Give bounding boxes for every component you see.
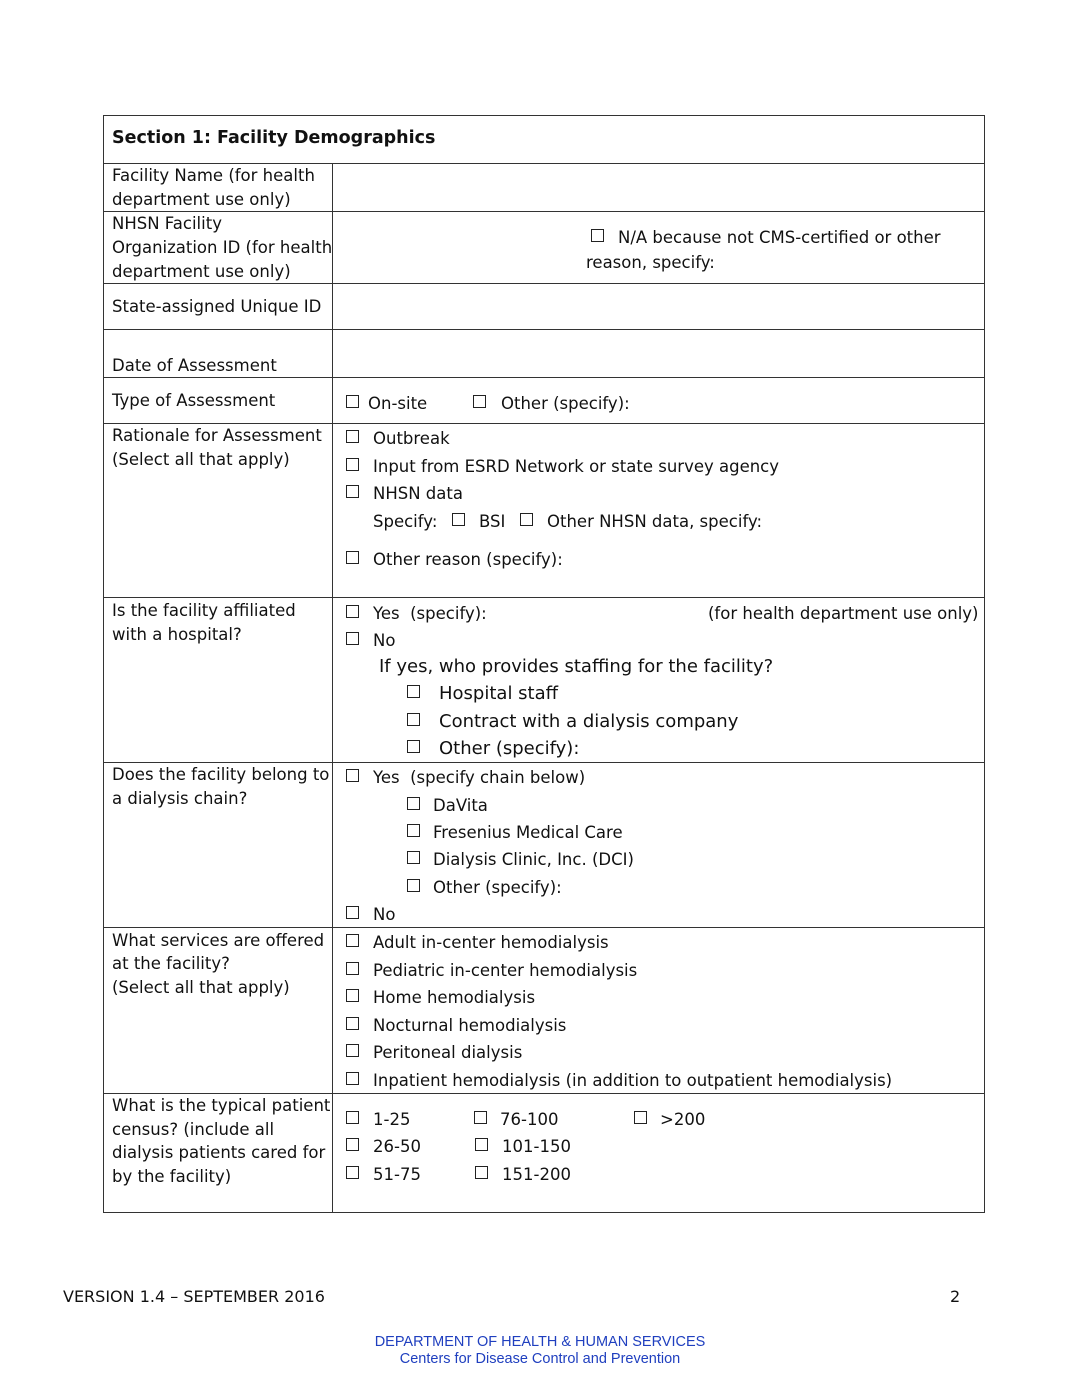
census-51-75-label: 51-75 bbox=[373, 1165, 421, 1184]
bsi-label: BSI bbox=[479, 512, 506, 531]
hhs-department: DEPARTMENT OF HEALTH & HUMAN SERVICES bbox=[374, 1334, 706, 1350]
facility-name-label-1: Facility Name (for health bbox=[112, 166, 315, 185]
nhsn-id-label-3: department use only) bbox=[112, 262, 291, 281]
inpatient-hd-label: Inpatient hemodialysis (in addition to outpatient hemodialysis) bbox=[373, 1071, 893, 1090]
hospital-staff-checkbox[interactable] bbox=[407, 685, 420, 698]
hospital-yes-note: (for health department use only) bbox=[708, 604, 979, 623]
services-label-1: What services are offered bbox=[112, 931, 325, 950]
column-divider bbox=[332, 163, 333, 1213]
table-border-bottom bbox=[103, 1212, 985, 1213]
contract-checkbox[interactable] bbox=[407, 713, 420, 726]
census-151-200-checkbox[interactable] bbox=[475, 1166, 488, 1179]
hospital-staff-label: Hospital staff bbox=[439, 683, 559, 704]
other-nhsn-label: Other NHSN data, specify: bbox=[547, 512, 763, 531]
adult-incenter-label: Adult in-center hemodialysis bbox=[373, 933, 609, 952]
onsite-label: On-site bbox=[368, 394, 428, 413]
hospital-label-2: with a hospital? bbox=[112, 625, 242, 644]
fresenius-label: Fresenius Medical Care bbox=[433, 823, 623, 842]
hospital-yes-label: Yes (specify): bbox=[373, 604, 487, 623]
staffing-other-checkbox[interactable] bbox=[407, 740, 420, 753]
census-76-100-checkbox[interactable] bbox=[474, 1111, 487, 1124]
table-border-right bbox=[984, 115, 985, 1213]
specify-label: Specify: bbox=[373, 512, 438, 531]
contract-label: Contract with a dialysis company bbox=[439, 711, 739, 732]
census-label-3: dialysis patients cared for bbox=[112, 1143, 326, 1162]
hospital-yes-checkbox[interactable] bbox=[346, 605, 359, 618]
census-label-4: by the facility) bbox=[112, 1167, 232, 1186]
rationale-label-1: Rationale for Assessment bbox=[112, 426, 322, 445]
chain-no-checkbox[interactable] bbox=[346, 906, 359, 919]
version-footer: VERSION 1.4 – SEPTEMBER 2016 bbox=[63, 1287, 325, 1306]
row-divider bbox=[103, 329, 985, 330]
other-reason-label: Other reason (specify): bbox=[373, 550, 563, 569]
adult-incenter-checkbox[interactable] bbox=[346, 934, 359, 947]
census-label-2: census? (include all bbox=[112, 1120, 275, 1139]
bsi-checkbox[interactable] bbox=[452, 513, 465, 526]
table-border-top bbox=[103, 115, 985, 116]
census-over-200-checkbox[interactable] bbox=[634, 1111, 647, 1124]
rationale-label-2: (Select all that apply) bbox=[112, 450, 290, 469]
nhsn-data-checkbox[interactable] bbox=[346, 485, 359, 498]
peritoneal-label: Peritoneal dialysis bbox=[373, 1043, 523, 1062]
census-26-50-label: 26-50 bbox=[373, 1137, 421, 1156]
census-26-50-checkbox[interactable] bbox=[346, 1138, 359, 1151]
census-151-200-label: 151-200 bbox=[502, 1165, 571, 1184]
fresenius-checkbox[interactable] bbox=[407, 824, 420, 837]
nhsn-na-checkbox[interactable] bbox=[591, 229, 604, 242]
other-nhsn-checkbox[interactable] bbox=[520, 513, 533, 526]
home-hd-checkbox[interactable] bbox=[346, 989, 359, 1002]
inpatient-hd-checkbox[interactable] bbox=[346, 1072, 359, 1085]
page-number: 2 bbox=[950, 1287, 961, 1306]
davita-checkbox[interactable] bbox=[407, 797, 420, 810]
date-field[interactable] bbox=[335, 331, 981, 375]
outbreak-checkbox[interactable] bbox=[346, 430, 359, 443]
peritoneal-checkbox[interactable] bbox=[346, 1044, 359, 1057]
census-101-150-checkbox[interactable] bbox=[475, 1138, 488, 1151]
census-1-25-checkbox[interactable] bbox=[346, 1111, 359, 1124]
onsite-checkbox[interactable] bbox=[346, 395, 359, 408]
pediatric-incenter-checkbox[interactable] bbox=[346, 962, 359, 975]
outbreak-label: Outbreak bbox=[373, 429, 450, 448]
davita-label: DaVita bbox=[433, 796, 488, 815]
pediatric-incenter-label: Pediatric in-center hemodialysis bbox=[373, 961, 638, 980]
type-other-checkbox[interactable] bbox=[473, 395, 486, 408]
type-other-label: Other (specify): bbox=[501, 394, 630, 413]
section-title: Section 1: Facility Demographics bbox=[112, 128, 436, 148]
nhsn-id-label-1: NHSN Facility bbox=[112, 214, 222, 233]
nhsn-id-label-2: Organization ID (for health bbox=[112, 238, 333, 257]
esrd-input-checkbox[interactable] bbox=[346, 458, 359, 471]
chain-yes-checkbox[interactable] bbox=[346, 769, 359, 782]
facility-name-label-2: department use only) bbox=[112, 190, 291, 209]
nhsn-data-label: NHSN data bbox=[373, 484, 463, 503]
chain-label-1: Does the facility belong to bbox=[112, 765, 330, 784]
services-label-2: at the facility? bbox=[112, 954, 230, 973]
census-51-75-checkbox[interactable] bbox=[346, 1166, 359, 1179]
hospital-no-checkbox[interactable] bbox=[346, 632, 359, 645]
nhsn-na-label-1: N/A because not CMS-certified or other bbox=[618, 228, 941, 247]
hospital-no-label: No bbox=[373, 631, 396, 650]
census-label-1: What is the typical patient bbox=[112, 1096, 331, 1115]
nhsn-id-field[interactable] bbox=[335, 213, 575, 281]
chain-label-2: a dialysis chain? bbox=[112, 789, 248, 808]
state-id-field[interactable] bbox=[335, 285, 981, 327]
hospital-label-1: Is the facility affiliated bbox=[112, 601, 296, 620]
census-101-150-label: 101-150 bbox=[502, 1137, 571, 1156]
esrd-input-label: Input from ESRD Network or state survey agency bbox=[373, 457, 780, 476]
state-id-label: State-assigned Unique ID bbox=[112, 297, 322, 316]
chain-yes-label: Yes (specify chain below) bbox=[373, 768, 586, 787]
census-1-25-label: 1-25 bbox=[373, 1110, 411, 1129]
row-divider bbox=[103, 927, 985, 928]
other-reason-checkbox[interactable] bbox=[346, 551, 359, 564]
table-border-left bbox=[103, 115, 104, 1213]
nhsn-na-label-2: reason, specify: bbox=[586, 253, 715, 272]
census-76-100-label: 76-100 bbox=[500, 1110, 559, 1129]
chain-other-checkbox[interactable] bbox=[407, 879, 420, 892]
home-hd-label: Home hemodialysis bbox=[373, 988, 536, 1007]
type-label: Type of Assessment bbox=[112, 391, 276, 410]
cdc-name: Centers for Disease Control and Prevention bbox=[399, 1351, 681, 1367]
date-label: Date of Assessment bbox=[112, 356, 277, 375]
chain-other-label: Other (specify): bbox=[433, 878, 562, 897]
nocturnal-hd-label: Nocturnal hemodialysis bbox=[373, 1016, 567, 1035]
nocturnal-hd-checkbox[interactable] bbox=[346, 1017, 359, 1030]
staffing-question: If yes, who provides staffing for the facility? bbox=[379, 656, 774, 677]
staffing-other-label: Other (specify): bbox=[439, 738, 580, 759]
dci-label: Dialysis Clinic, Inc. (DCI) bbox=[433, 850, 634, 869]
chain-no-label: No bbox=[373, 905, 396, 924]
services-label-3: (Select all that apply) bbox=[112, 978, 290, 997]
dci-checkbox[interactable] bbox=[407, 851, 420, 864]
row-divider bbox=[103, 597, 985, 598]
census-over-200-label: >200 bbox=[660, 1110, 706, 1129]
facility-name-field[interactable] bbox=[335, 165, 981, 209]
